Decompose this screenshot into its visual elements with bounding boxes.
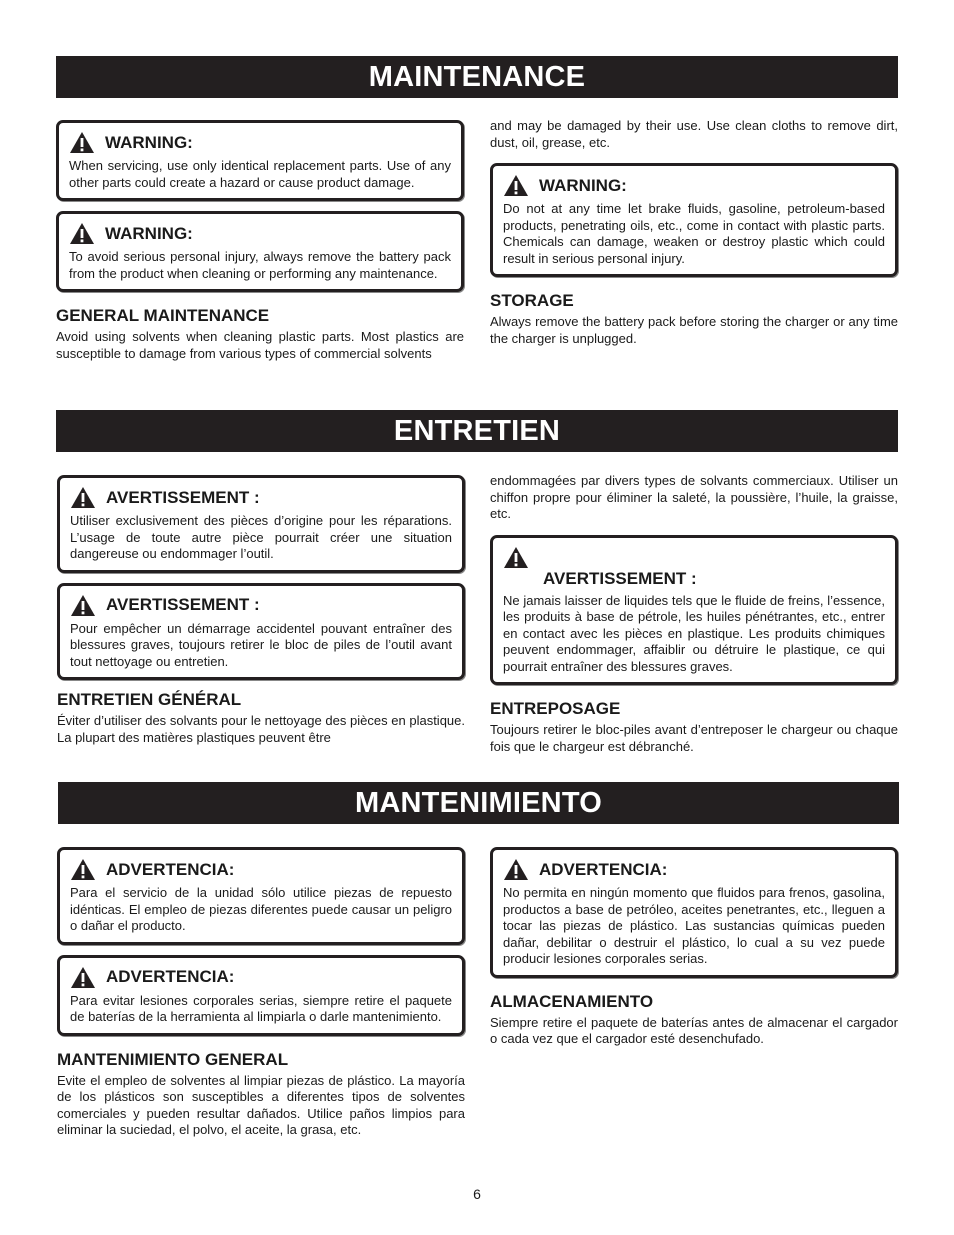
warning-title: ADVERTENCIA: — [106, 967, 235, 986]
warning-box-piezas-repuesto — [57, 847, 465, 945]
warning-title: AVERTISSEMENT : — [106, 595, 260, 614]
warning-title: ADVERTENCIA: — [539, 859, 668, 879]
warning-triangle-icon — [70, 486, 96, 509]
warning-box-fluidos-frenos — [490, 847, 898, 978]
warning-box-retire-paquete — [57, 955, 465, 1036]
paragraph-storage: Always remove the battery pack before storing the charger or any time the charger is unplugged. — [490, 314, 898, 346]
page-number: 6 — [473, 1186, 481, 1202]
warning-triangle-icon — [70, 966, 96, 989]
warning-triangle-icon — [503, 858, 529, 881]
warning-triangle-icon — [70, 594, 96, 617]
entretien-right-column — [490, 473, 898, 767]
paragraph-clean-cloths: and may be damaged by their use. Use clean cloths to remove dirt, dust, oil, grease, etc. — [490, 118, 898, 150]
paragraph-mantenimiento-general: Evite el empleo de solventes al limpiar piezas de plástico. La mayoría de los plásticos son susceptibles a diferentes tipos de solventes comerciales y pueden resultar dañados. Utilice paños limpios para eliminar la suciedad, el polvo, el aceite, la grasa, etc. — [57, 1072, 465, 1137]
warning-triangle-icon — [70, 858, 96, 881]
warning-box-remove-battery — [56, 211, 464, 292]
warning-title: WARNING: — [105, 223, 193, 243]
heading-general-maintenance: GENERAL MAINTENANCE — [56, 306, 270, 325]
section-banner-entretien: ENTRETIEN — [56, 410, 898, 452]
warning-text: Ne jamais laisser de liquides tels que le fluide de freins, l’essence, les produits à base de pétrole, les huiles pénétrantes, etc., entrer en contact avec les pièces en plastique. Les produits chimiques peuvent endommager, affaiblir ou détruire le plastique, ce qui pourrait entraîner des blessures graves. — [503, 592, 885, 674]
paragraph-entreposage: Toujours retirer le bloc-piles avant d’entreposer le chargeur ou chaque fois que le chargeur est débranché. — [490, 722, 898, 754]
warning-title: WARNING: — [539, 175, 627, 195]
warning-box-brake-fluids — [490, 163, 898, 277]
paragraph-almacenamiento: Siempre retire el paquete de baterías antes de almacenar el cargador o cada vez que el cargador esté desenchufado. — [490, 1014, 898, 1046]
maintenance-right-column — [490, 118, 898, 359]
warning-box-replacement-parts — [56, 120, 464, 201]
paragraph-chiffon-propre: endommagées par divers types de solvants commerciaux. Utiliser un chiffon propre pour éliminer la saleté, la poussière, l’huile, la graisse, etc. — [490, 473, 898, 521]
heading-mantenimiento-general: MANTENIMIENTO GENERAL — [57, 1049, 289, 1069]
warning-title: ADVERTENCIA: — [106, 859, 235, 879]
paragraph-entretien-general: Éviter d’utiliser des solvants pour le nettoyage des pièces en plastique. La plupart des matières plastiques peuvent être — [57, 713, 465, 745]
heading-storage: STORAGE — [490, 291, 574, 310]
maintenance-left-column — [56, 120, 464, 374]
warning-text: Do not at any time let brake fluids, gasoline, petroleum-based products, penetrating oils, etc., come in contact with plastic parts. Chemicals can damage, weaken or destroy plastic which could result in serious personal injury. — [503, 201, 885, 266]
heading-entreposage: ENTREPOSAGE — [490, 699, 621, 718]
warning-title: AVERTISSEMENT : — [106, 487, 260, 507]
heading-entretien-general: ENTRETIEN GÉNÉRAL — [57, 690, 242, 709]
warning-text: When servicing, use only identical replacement parts. Use of any other parts could create a hazard or cause product damage. — [69, 158, 451, 190]
warning-text: No permita en ningún momento que fluidos para frenos, gasolina, productos a base de petróleo, aceites penetrantes, etc., lleguen a tocar las piezas de plástico. Las sustancias químicas pueden dañar, debilitar o destruir el plástico, lo cual a su vez puede producir lesiones corporales serias. — [503, 885, 885, 966]
warning-box-pieces-origine — [57, 475, 465, 573]
warning-text: Para el servicio de la unidad sólo utilice piezas de repuesto idénticas. El empleo de piezas diferentes puede causar un peligro o dañar el producto. — [70, 885, 452, 933]
warning-triangle-icon — [503, 174, 529, 197]
warning-text: To avoid serious personal injury, always remove the battery pack from the product when cleaning or performing any maintenance. — [69, 249, 451, 281]
paragraph-general-maintenance: Avoid using solvents when cleaning plastic parts. Most plastics are susceptible to damage from various types of commercial solvents — [56, 329, 464, 361]
warning-box-liquides — [490, 535, 898, 686]
mantenimiento-right-column — [490, 847, 898, 1060]
warning-title: AVERTISSEMENT : — [543, 568, 697, 588]
warning-triangle-icon — [69, 131, 95, 154]
heading-almacenamiento: ALMACENAMIENTO — [490, 991, 654, 1011]
mantenimiento-left-column — [57, 847, 465, 1151]
warning-text: Para evitar lesiones corporales serias, siempre retire el paquete de baterías de la herramienta al limpiarla o darle mantenimiento. — [70, 992, 452, 1024]
section-banner-mantenimiento: MANTENIMIENTO — [58, 782, 899, 824]
entretien-left-column — [57, 475, 465, 758]
warning-text: Utiliser exclusivement des pièces d’origine pour les réparations. L’usage de toute autre pièce pourrait créer une situation dangereuse ou endommager l’outil. — [70, 513, 452, 561]
warning-title: WARNING: — [105, 132, 193, 152]
warning-box-retirer-bloc-piles — [57, 583, 465, 681]
section-banner-maintenance: MAINTENANCE — [56, 56, 898, 98]
warning-text: Pour empêcher un démarrage accidentel pouvant entraîner des blessures graves, toujours retirer le bloc de piles de l’outil avant tout nettoyage ou entretien. — [70, 620, 452, 669]
warning-triangle-icon — [69, 222, 95, 245]
warning-triangle-icon — [503, 546, 529, 569]
